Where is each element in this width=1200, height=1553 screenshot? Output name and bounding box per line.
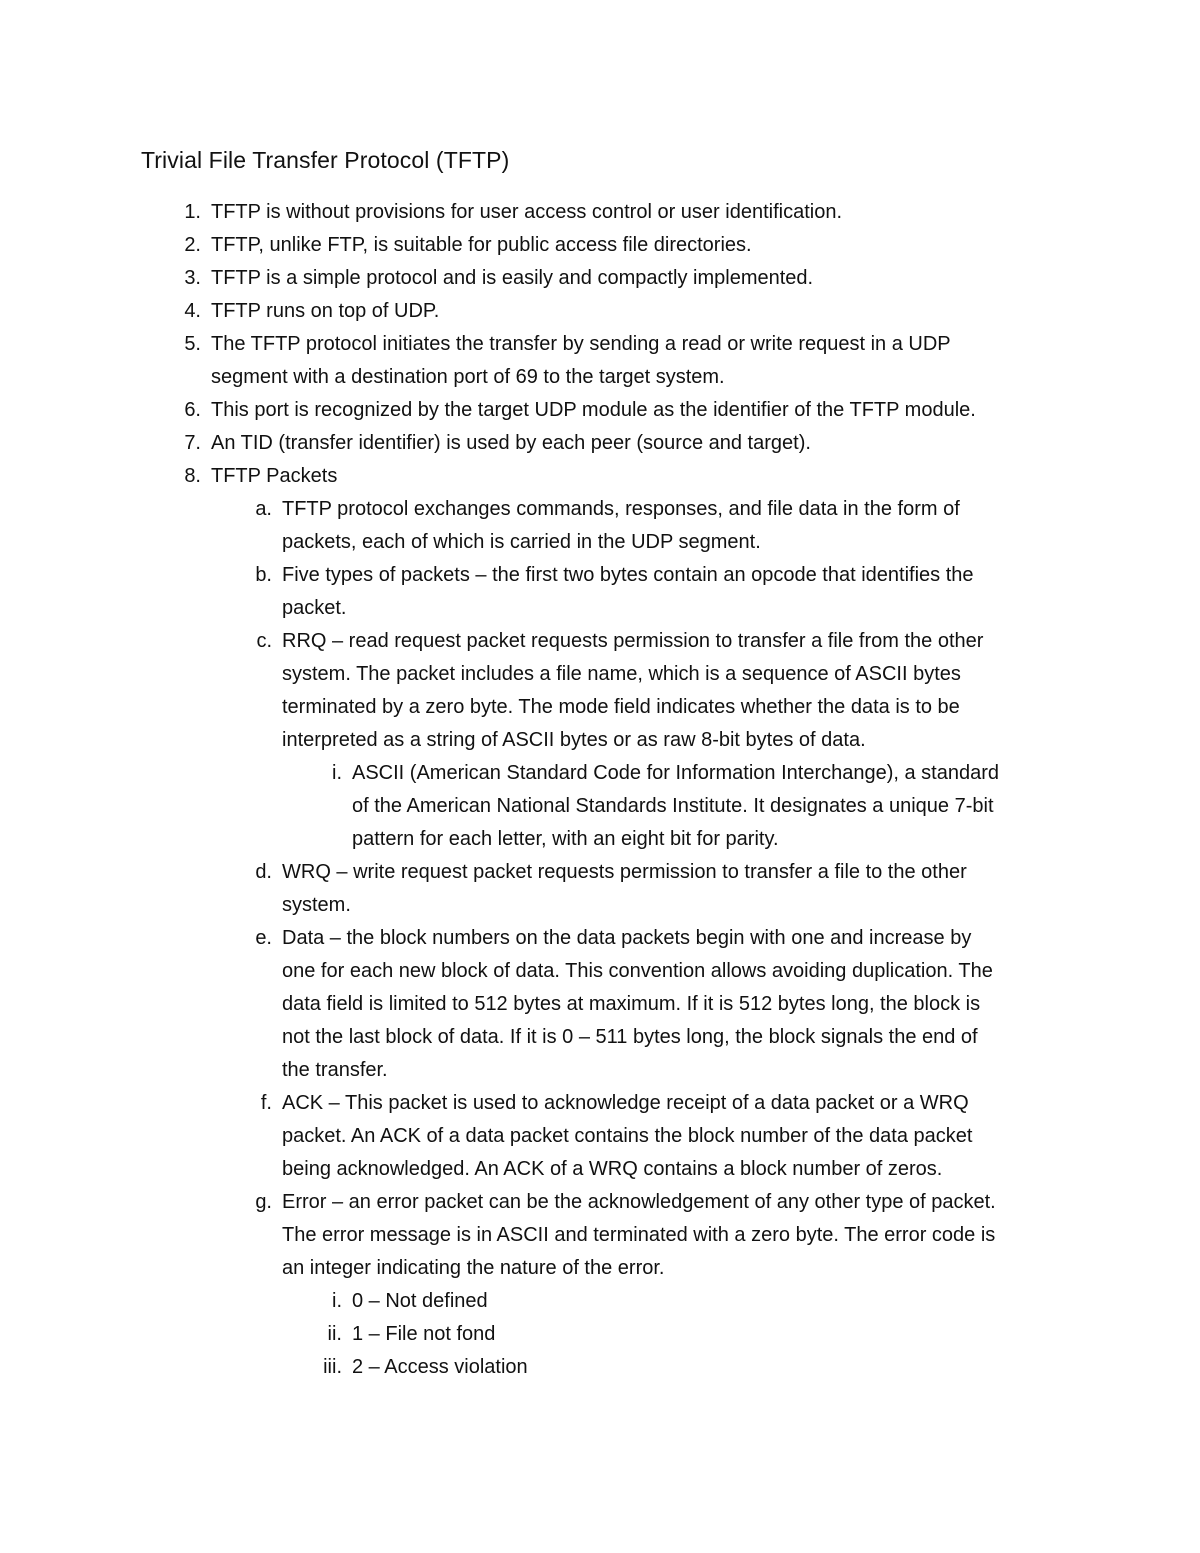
list-marker: g. (255, 1191, 272, 1213)
text-line: packet. (282, 597, 347, 619)
text-line: ASCII (American Standard Code for Information Interchange), a standard (352, 762, 1000, 784)
text-line: The error message is in ASCII and terminated with a zero byte. The error code is (282, 1224, 996, 1246)
list-marker: f. (260, 1092, 272, 1114)
list-marker: 6. (184, 399, 201, 421)
list-item-text (211, 427, 811, 460)
text-line: TFTP Packets (211, 465, 338, 487)
list-item (0, 757, 1200, 856)
list-item (0, 1318, 1200, 1351)
list-marker: a. (255, 498, 272, 520)
list-item (0, 1351, 1200, 1384)
list-item-text (282, 559, 974, 625)
text-line: the transfer. (282, 1059, 388, 1081)
list-item-text (211, 328, 951, 394)
text-line: TFTP runs on top of UDP. (211, 300, 440, 322)
text-line: ACK – This packet is used to acknowledge receipt of a data packet or a WRQ (282, 1092, 969, 1114)
list-item-text (211, 295, 439, 328)
list-item (0, 460, 1200, 493)
list-item-text (211, 460, 337, 493)
text-line: terminated by a zero byte. The mode field indicates whether the data is to be (282, 696, 960, 718)
text-line: segment with a destination port of 69 to the target system. (211, 366, 725, 388)
list-item (0, 922, 1200, 1087)
list-item-text (352, 1351, 528, 1384)
text-line: TFTP protocol exchanges commands, responses, and file data in the form of (282, 498, 960, 520)
list-item-text (352, 757, 999, 856)
list-item-text (282, 1087, 972, 1186)
text-line: TFTP, unlike FTP, is suitable for public access file directories. (211, 234, 752, 256)
list-marker: 8. (184, 465, 201, 487)
list-item-text (211, 196, 842, 229)
document-body (0, 196, 1200, 1384)
list-marker: e. (255, 927, 272, 949)
list-item-text (282, 493, 960, 559)
text-line: pattern for each letter, with an eight bit for parity. (352, 828, 779, 850)
list-item (0, 229, 1200, 262)
text-line: of the American National Standards Institute. It designates a unique 7-bit (352, 795, 994, 817)
text-line: Five types of packets – the first two bytes contain an opcode that identifies the (282, 564, 974, 586)
text-line: 1 – File not fond (352, 1323, 496, 1345)
text-line: not the last block of data. If it is 0 – 511 bytes long, the block signals the end of (282, 1026, 978, 1048)
list-item (0, 295, 1200, 328)
list-item-text (211, 262, 813, 295)
text-line: The TFTP protocol initiates the transfer by sending a read or write request in a UDP (211, 333, 951, 355)
list-item (0, 427, 1200, 460)
list-marker: ii. (327, 1323, 342, 1345)
text-line: packet. An ACK of a data packet contains the block number of the data packet (282, 1125, 973, 1147)
list-item-text (352, 1318, 495, 1351)
list-item-text (282, 625, 983, 757)
text-line: an integer indicating the nature of the error. (282, 1257, 665, 1279)
list-item (0, 1285, 1200, 1318)
text-line: 0 – Not defined (352, 1290, 488, 1312)
list-item-text (282, 856, 967, 922)
list-item-text (211, 394, 976, 427)
list-item (0, 1186, 1200, 1285)
text-line: interpreted as a string of ASCII bytes or as raw 8-bit bytes of data. (282, 729, 866, 751)
list-marker: 5. (184, 333, 201, 355)
text-line: being acknowledged. An ACK of a WRQ contains a block number of zeros. (282, 1158, 943, 1180)
text-line: one for each new block of data. This convention allows avoiding duplication. The (282, 960, 993, 982)
list-item (0, 625, 1200, 757)
text-line: TFTP is a simple protocol and is easily and compactly implemented. (211, 267, 814, 289)
list-marker: i. (332, 762, 342, 784)
list-item (0, 262, 1200, 295)
list-marker: 3. (184, 267, 201, 289)
list-marker: 1. (184, 201, 201, 223)
list-item (0, 1087, 1200, 1186)
list-item-text (282, 1186, 996, 1285)
list-item (0, 559, 1200, 625)
text-line: RRQ – read request packet requests permission to transfer a file from the other (282, 630, 984, 652)
list-item (0, 328, 1200, 394)
text-line: Error – an error packet can be the acknowledgement of any other type of packet. (282, 1191, 996, 1213)
list-marker: c. (256, 630, 272, 652)
list-marker: 2. (184, 234, 201, 256)
list-item (0, 856, 1200, 922)
list-marker: 4. (184, 300, 201, 322)
text-line: system. The packet includes a file name, which is a sequence of ASCII bytes (282, 663, 961, 685)
list-item (0, 196, 1200, 229)
text-line: This port is recognized by the target UDP module as the identifier of the TFTP module. (211, 399, 976, 421)
text-line: WRQ – write request packet requests permission to transfer a file to the other (282, 861, 967, 883)
text-line: TFTP is without provisions for user access control or user identification. (211, 201, 842, 223)
text-line: Data – the block numbers on the data packets begin with one and increase by (282, 927, 972, 949)
text-line: An TID (transfer identifier) is used by each peer (source and target). (211, 432, 811, 454)
document-title: Trivial File Transfer Protocol (TFTP) (141, 147, 510, 173)
list-marker: d. (255, 861, 272, 883)
list-marker: iii. (323, 1356, 342, 1378)
list-marker: i. (332, 1290, 342, 1312)
text-line: data field is limited to 512 bytes at maximum. If it is 512 bytes long, the block is (282, 993, 981, 1015)
list-item-text (352, 1285, 488, 1318)
text-line: system. (282, 894, 351, 916)
list-marker: b. (255, 564, 272, 586)
text-line: 2 – Access violation (352, 1356, 528, 1378)
list-item-text (211, 229, 752, 262)
list-marker: 7. (184, 432, 201, 454)
list-item-text (282, 922, 993, 1087)
text-line: packets, each of which is carried in the UDP segment. (282, 531, 761, 553)
list-item (0, 493, 1200, 559)
list-item (0, 394, 1200, 427)
